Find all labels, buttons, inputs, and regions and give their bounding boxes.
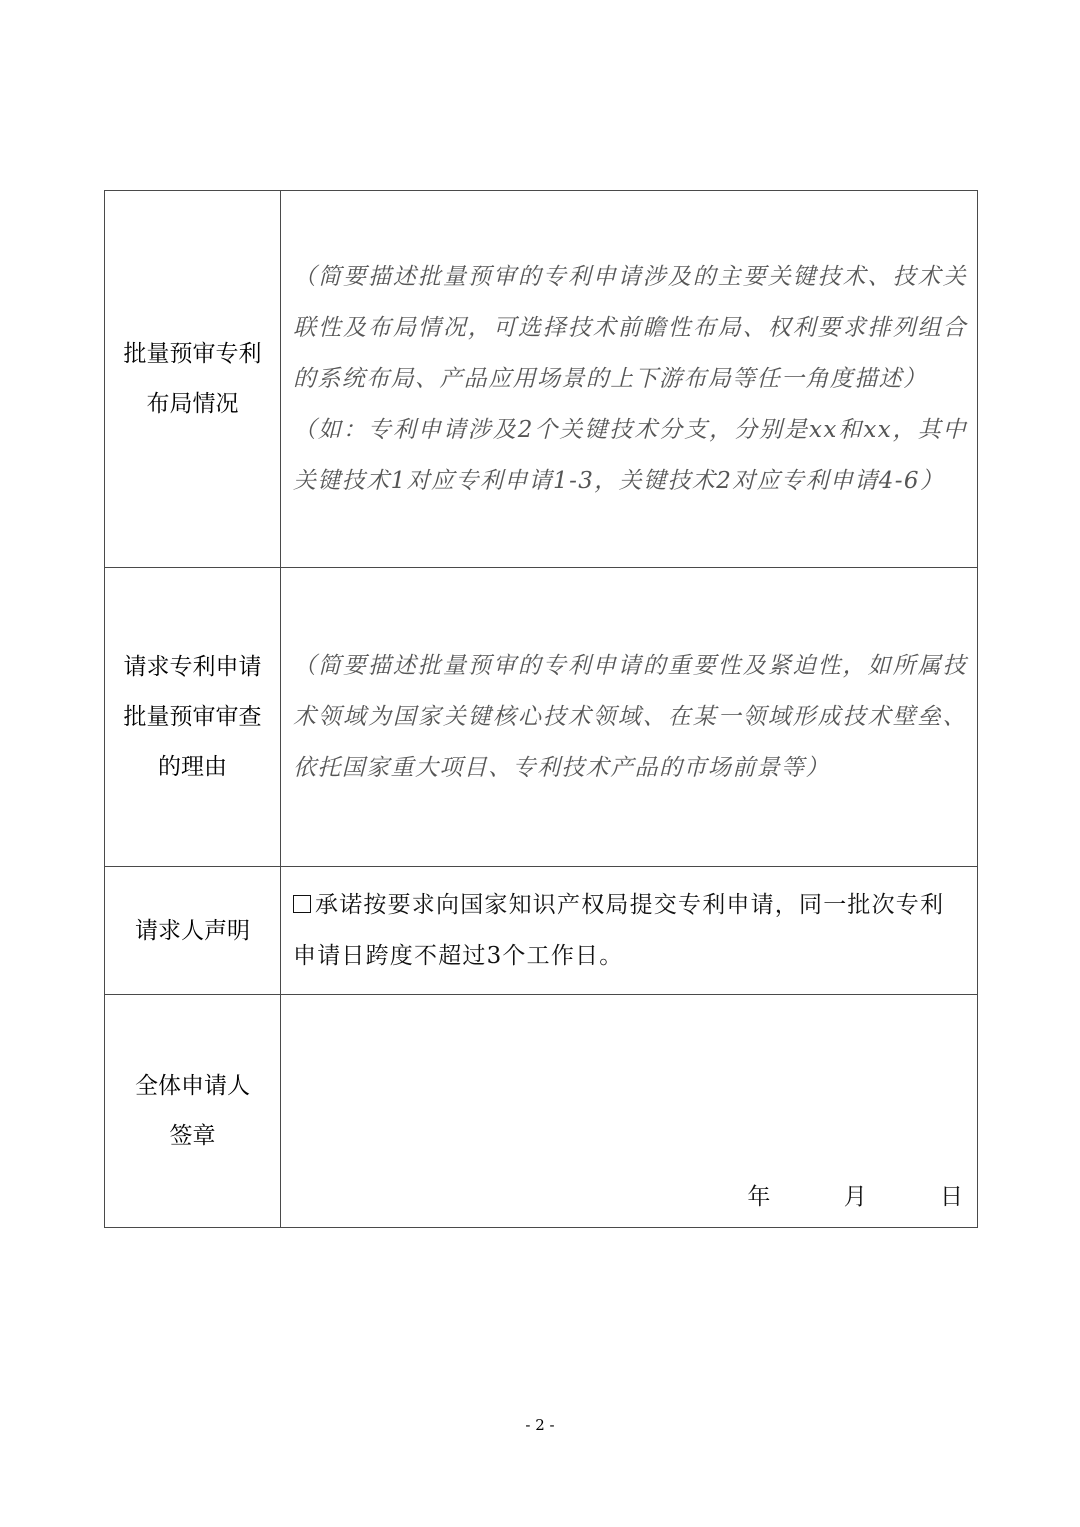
date-day: 日: [940, 1184, 963, 1210]
declaration-paragraph: [293, 880, 967, 982]
content-declaration: [281, 867, 978, 995]
content-patent-layout[interactable]: [281, 191, 978, 568]
date-row: [681, 1178, 963, 1211]
application-form-table: [104, 190, 978, 1228]
label-line: 的理由: [158, 754, 227, 780]
label-line: 请求专利申请: [123, 654, 262, 680]
label-patent-layout: [105, 191, 281, 568]
hint-text-layout: （简要描述批量预审的专利申请涉及的主要关键技术、技术关联性及布局情况，可选择技术前瞻性布局、权利要求排列组合的系统布局、产品应用场景的上下游布局等任一角度描述）: [293, 263, 967, 392]
content-signature[interactable]: [281, 995, 978, 1228]
label-line: 批量预审审查: [123, 704, 262, 730]
hint-text-reason: （简要描述批量预审的专利申请的重要性及紧迫性，如所属技术领域为国家关键核心技术领域、在某一领域形成技术壁垒、依托国家重大项目、专利技术产品的市场前景等）: [293, 652, 967, 781]
date-month: 月: [843, 1184, 867, 1210]
row-signature: [105, 995, 978, 1228]
hint-text-example: （如：专利申请涉及2个关键技术分支，分别是xx和xx，其中关键技术1对应专利申请1-3，关键技术2对应专利申请4-6）: [293, 416, 967, 494]
row-review-reason: [105, 568, 978, 867]
date-year: 年: [747, 1184, 771, 1210]
label-line: 批量预审专利: [123, 341, 262, 367]
row-patent-layout: [105, 191, 978, 568]
label-declaration: [105, 867, 281, 995]
row-declaration: [105, 867, 978, 995]
label-signature: [105, 995, 281, 1228]
label-line: 签章: [169, 1123, 216, 1149]
label-review-reason: [105, 568, 281, 867]
content-review-reason[interactable]: [281, 568, 978, 867]
label-line: 全体申请人: [135, 1073, 250, 1099]
label-line: 请求人声明: [135, 917, 250, 944]
declaration-text: 承诺按要求向国家知识产权局提交专利申请，同一批次专利申请日跨度不超过3个工作日。: [293, 891, 945, 969]
commitment-checkbox[interactable]: [293, 895, 311, 913]
label-line: 布局情况: [146, 391, 239, 417]
page-number: - 2 -: [525, 1416, 555, 1434]
